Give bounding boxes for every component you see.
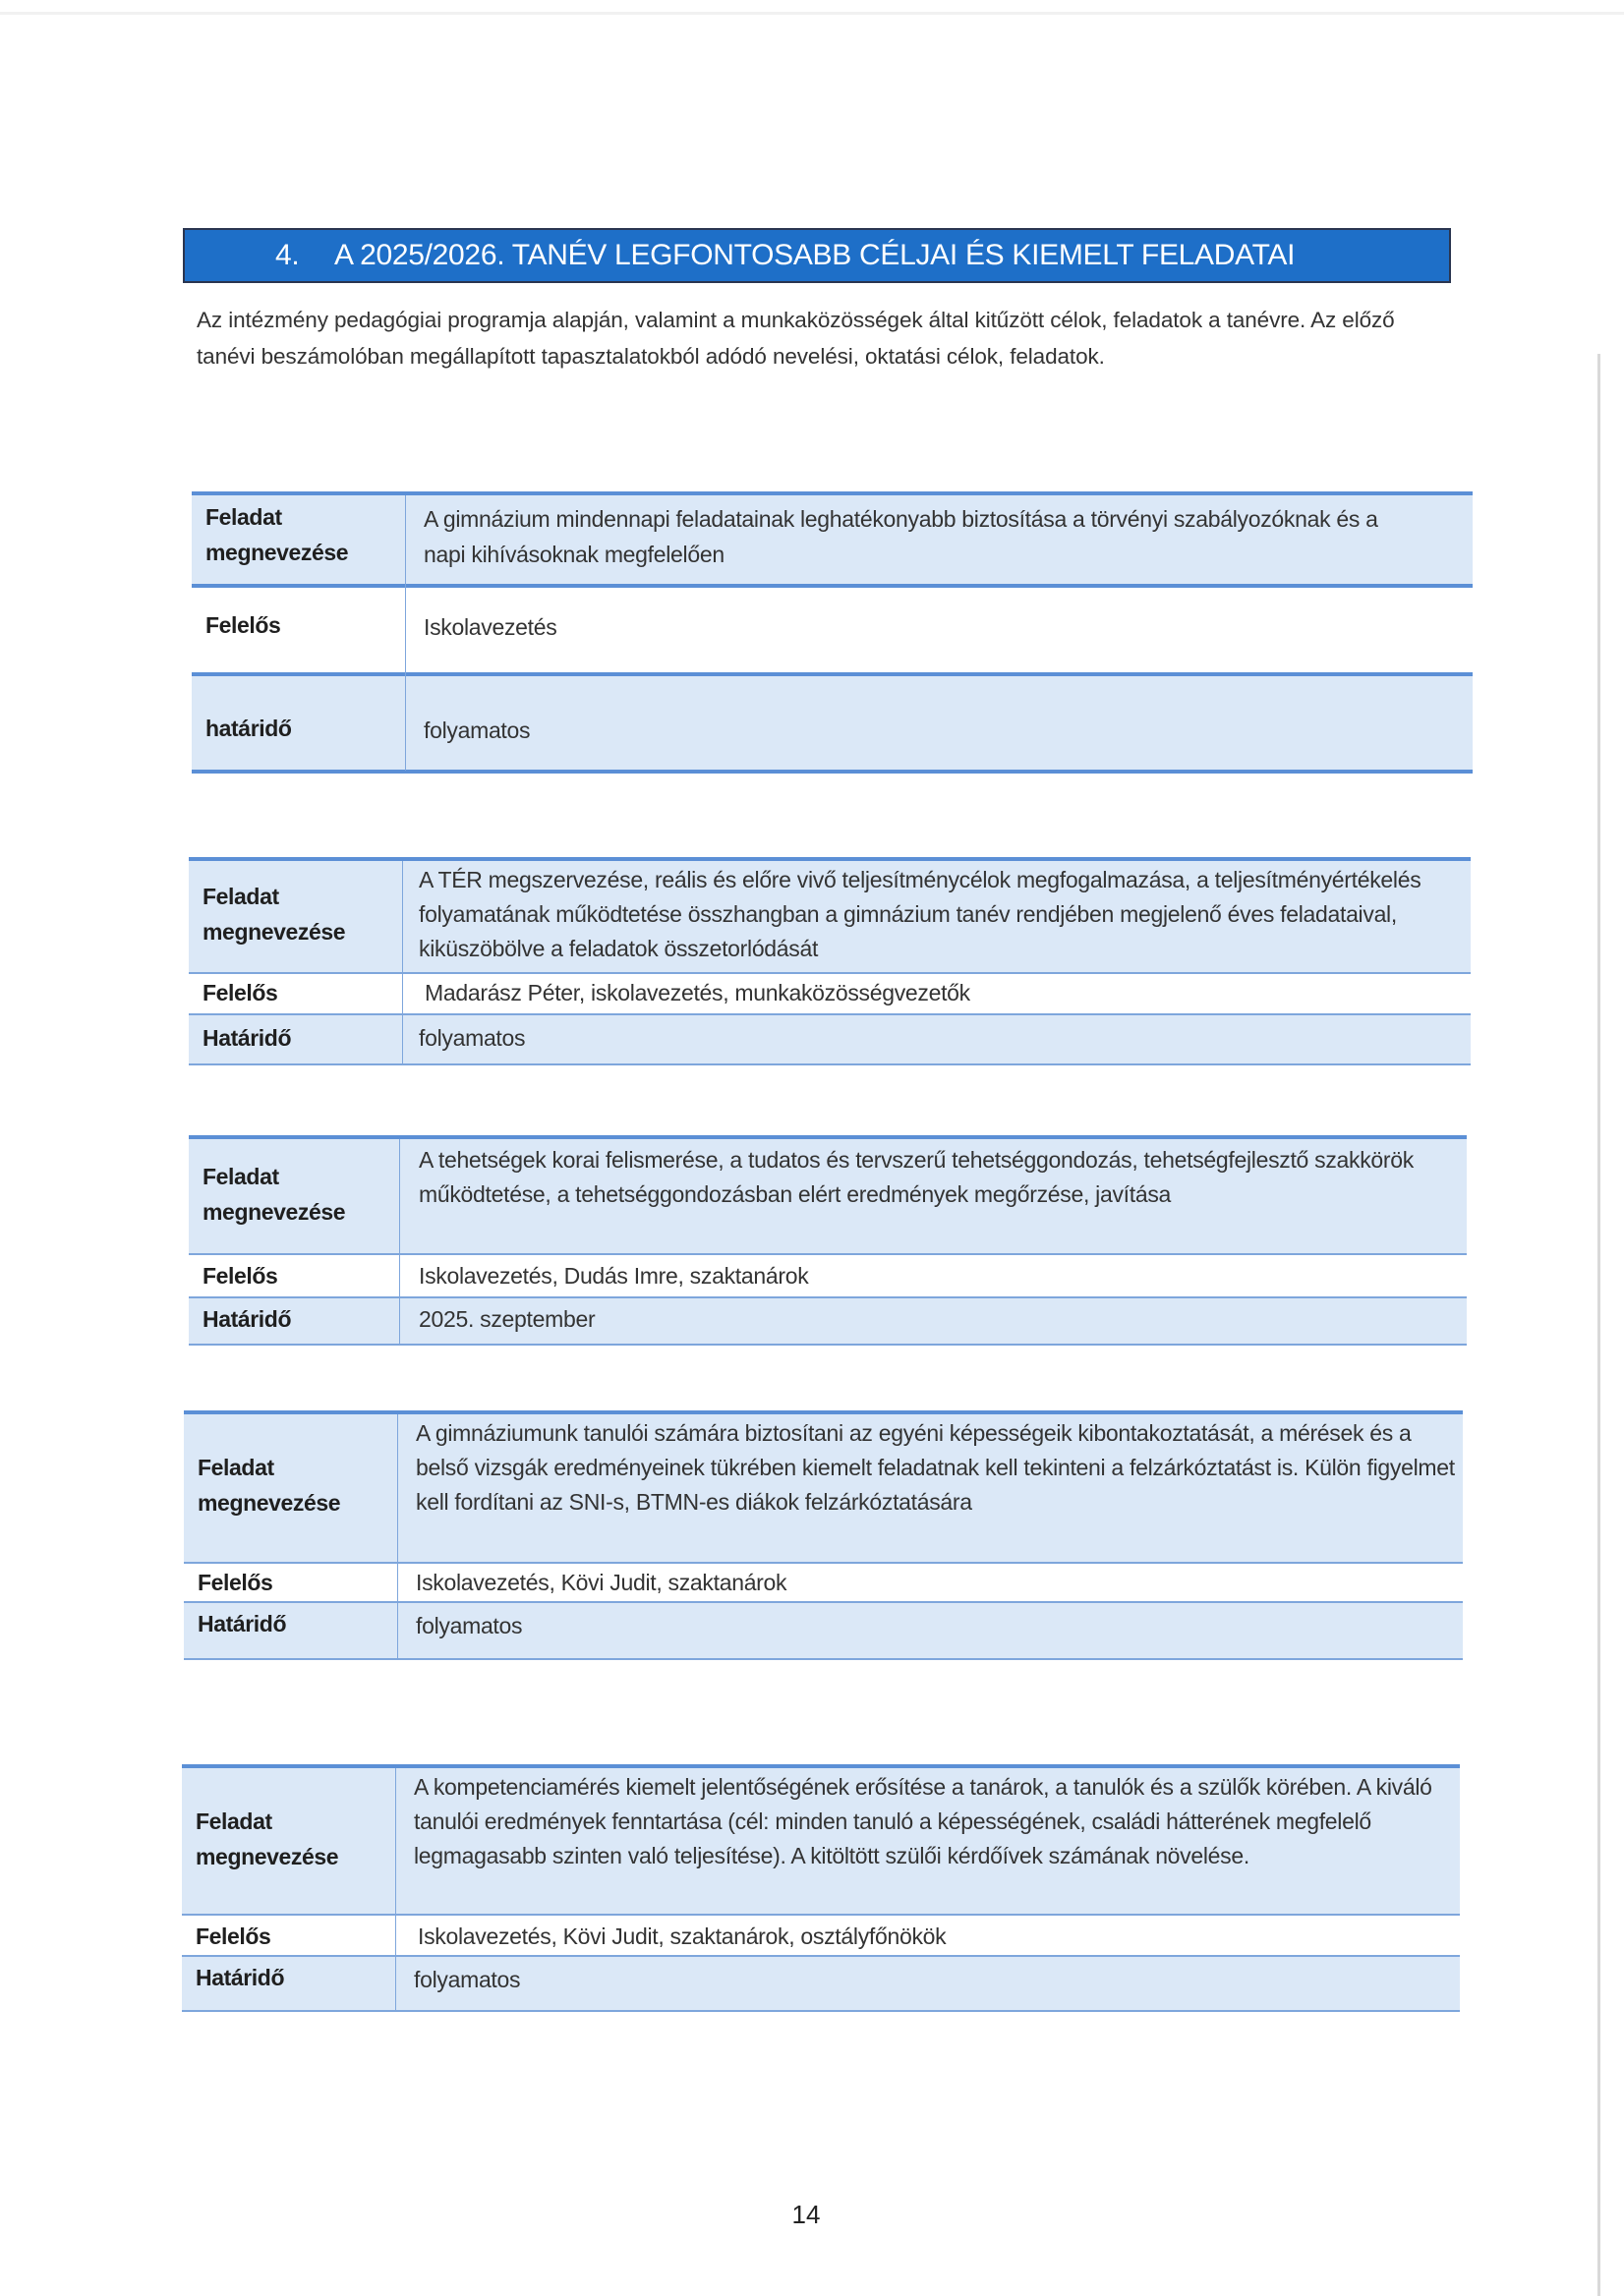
column-divider [397,1414,398,1658]
task-row [184,1410,1463,1563]
task-label-line1: Feladat [203,884,279,909]
table-rule [189,1063,1471,1065]
scan-edge-top [0,12,1624,15]
table-rule [189,1344,1467,1346]
task-table-4 [184,1410,1463,1660]
table-rule [184,1562,1463,1564]
task-row [192,491,1473,586]
task-label-line1: Feladat [196,1808,272,1834]
table-rule [189,857,1471,861]
responsible-value: Iskolavezetés, Kövi Judit, szaktanárok [416,1570,787,1595]
table-rule [189,1296,1467,1298]
page-number: 14 [791,2200,821,2229]
scan-edge-right [1597,354,1600,2296]
deadline-label: Határidő [203,1306,292,1332]
table-rule [184,1410,1463,1414]
table-rule [182,2010,1460,2012]
table-rule [184,1601,1463,1603]
deadline-label: Határidő [203,1025,292,1051]
task-label [203,879,345,949]
table-rule [192,672,1473,676]
task-value: A gimnázium mindennapi feladatainak leghatékonyabb biztosítása a törvényi szabályozóknak és a napi kihívásoknak megfelelően [424,506,1378,567]
task-label-line1: Feladat [198,1455,274,1480]
responsible-row [192,586,1473,673]
table-rule [192,584,1473,588]
responsible-row [189,973,1471,1014]
deadline-value: folyamatos [419,1025,526,1051]
task-row [182,1764,1460,1915]
deadline-value: folyamatos [424,718,531,743]
task-label-line1: Feladat [205,504,282,530]
deadline-label: Határidő [198,1611,287,1636]
task-table-2 [189,857,1471,1065]
task-label-line2: megnevezése [196,1844,339,1869]
responsible-label: Felelős [203,980,278,1005]
intro-paragraph: Az intézmény pedagógiai programja alapján, valamint a munkaközösségek által kitűzött célok, feladatok a tanévre. Az előző tanévi beszámolóban megállapított tapasztalatokból adódó nevelési, oktatási célok, feladatok. [197,308,1395,369]
task-table-1 [192,491,1473,774]
responsible-row [189,1254,1467,1297]
task-table-5 [182,1764,1460,2012]
deadline-value: folyamatos [416,1613,523,1638]
responsible-label: Felelős [198,1570,273,1595]
table-rule [182,1764,1460,1768]
task-label [205,499,348,570]
column-divider [395,1768,396,2010]
task-label-line2: megnevezése [203,1199,346,1225]
task-row [189,1135,1467,1254]
responsible-row [184,1563,1463,1602]
deadline-row [184,1602,1463,1660]
task-label [198,1450,340,1521]
deadline-value: folyamatos [414,1967,521,1992]
table-rule [182,1914,1460,1916]
task-table-3 [189,1135,1467,1346]
responsible-value: Iskolavezetés [424,614,557,640]
table-rule [189,1013,1471,1015]
section-heading [183,228,1451,283]
table-rule [189,1135,1467,1139]
deadline-label: Határidő [196,1965,285,1990]
column-divider [399,1139,400,1344]
responsible-label: Felelős [205,612,281,638]
responsible-value: Madarász Péter, iskolavezetés, munkaközösségvezetők [425,980,970,1005]
task-label-line2: megnevezése [205,540,349,565]
task-row [189,857,1471,973]
column-divider [402,861,403,1063]
task-label-line2: megnevezése [203,919,346,945]
deadline-row [182,1956,1460,2012]
responsible-value: Iskolavezetés, Dudás Imre, szaktanárok [419,1263,809,1289]
deadline-label: határidő [205,716,292,741]
task-label-line2: megnevezése [198,1490,341,1516]
responsible-label: Felelős [196,1923,271,1949]
task-value: A TÉR megszervezése, reális és előre vivő teljesítménycélok megfogalmazása, a teljesítményértékelés folyamatának működtetése összhangban a gimnázium tanév rendjében megjelenő éves feladataival, kiküszöbölve a feladatok összetorlódását [419,867,1421,961]
table-rule [189,1253,1467,1255]
table-rule [182,1955,1460,1957]
deadline-row [192,673,1473,774]
task-value: A kompetenciamérés kiemelt jelentőségének erősítése a tanárok, a tanulók és a szülők körében. A kiváló tanulói eredmények fenntartása (cél: minden tanuló a képességének, családi hátterének megfelelő legmagasabb szinten való teljesítése). A kitöltött szülői kérdőívek számának növelése. [414,1774,1432,1868]
deadline-row [189,1014,1471,1065]
task-value: A gimnáziumunk tanulói számára biztosítani az egyéni képességeik kibontakoztatását, a mérések és a belső vizsgák eredményeinek tükrében kiemelt feladatnak kell tekinteni a felzárkóztatást is. Külön figyelmet kell fordítani az SNI-s, BTMN-es diákok felzárkóztatására [416,1420,1455,1515]
task-label [203,1159,345,1230]
table-rule [192,770,1473,774]
deadline-row [189,1297,1467,1346]
section-title: A 2025/2026. TANÉV LEGFONTOSABB CÉLJAI ÉS KIEMELT FELADATAI [334,239,1296,271]
table-rule [192,491,1473,495]
column-divider [405,495,406,771]
table-rule [184,1658,1463,1660]
responsible-label: Felelős [203,1263,278,1289]
deadline-value: 2025. szeptember [419,1306,596,1332]
table-rule [189,972,1471,974]
section-number: 4. [275,239,300,271]
responsible-row [182,1915,1460,1956]
responsible-value: Iskolavezetés, Kövi Judit, szaktanárok, osztályfőnökök [418,1923,947,1949]
task-label-line1: Feladat [203,1164,279,1189]
task-label [196,1804,338,1874]
task-value: A tehetségek korai felismerése, a tudatos és tervszerű tehetséggondozás, tehetségfejlesztő szakkörök működtetése, a tehetséggondozásban elért eredmények megőrzése, javítása [419,1147,1414,1207]
